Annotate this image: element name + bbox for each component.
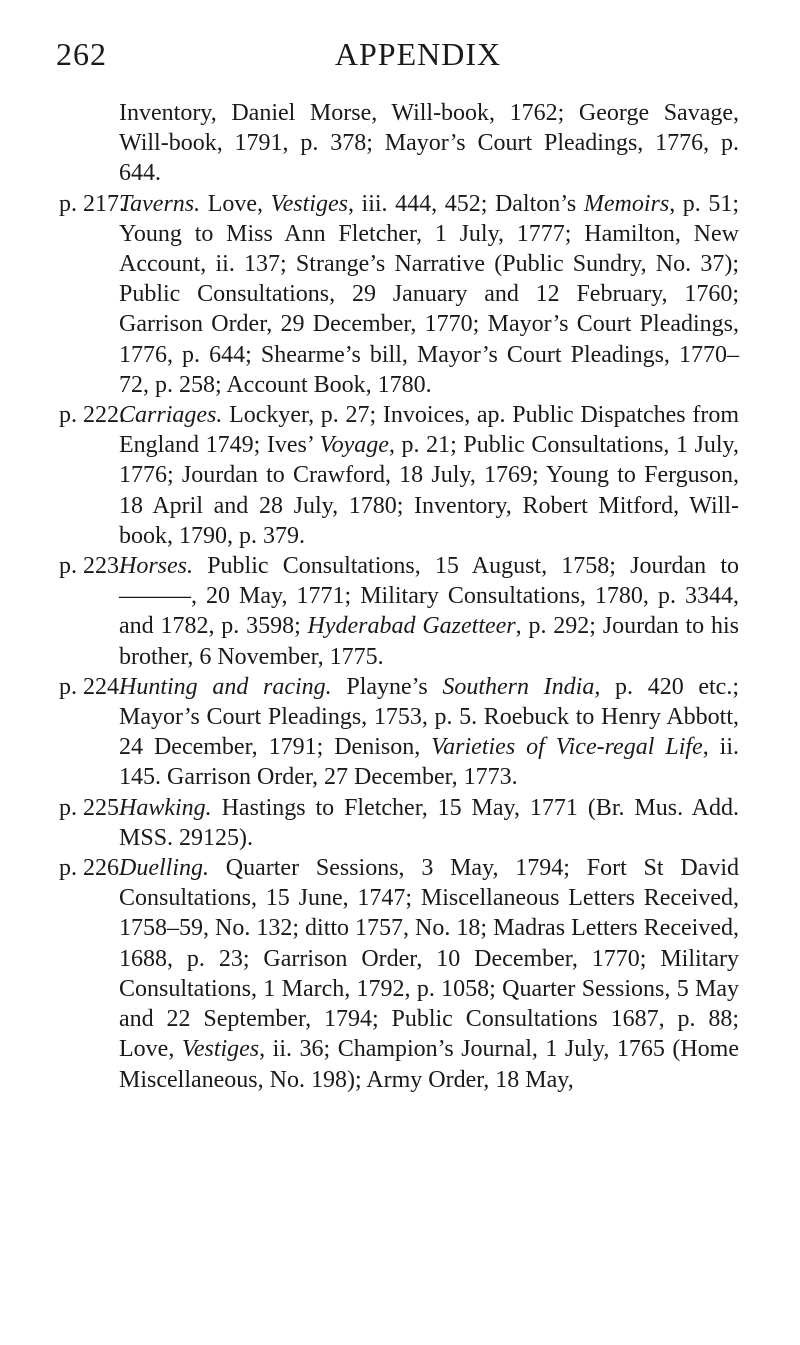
note-entry [59, 551, 739, 672]
note-text [119, 400, 739, 551]
italic-title: Southern India [442, 673, 595, 700]
italic-title: Memoirs [583, 190, 670, 217]
note-text [119, 672, 739, 793]
page-header [0, 36, 800, 80]
page-reference: p. 217. [59, 190, 125, 217]
note-entry [59, 400, 739, 551]
page-reference: p. 225. [59, 794, 125, 821]
page-reference: p. 224. [59, 673, 125, 700]
note-segment: Public Consultations, 15 August, 1758; Jourdan to ———, 20 May, 1771; Military Consultations, 1780, p. 3344, and 1782, p. 3598; [119, 553, 739, 640]
note-text [119, 98, 739, 189]
note-topic: Hawking. [119, 794, 212, 821]
note-text [119, 551, 739, 672]
page-reference: p. 223. [59, 553, 125, 580]
note-segment: , ii. 145. Garrison Order, 27 December, 1773. [119, 734, 739, 791]
note-segment: Inventory, Daniel Morse, Will-book, 1762; George Savage, Will-book, 1791, p. 378; Mayor’s Court Pleadings, 1776, p. 644. [119, 100, 739, 187]
page-number: 262 [56, 36, 107, 72]
italic-title: Voyage [319, 432, 389, 459]
note-segment: Lockyer, p. 27; Invoices, ap. Public Dispatches from England 1749; Ives’ [119, 402, 739, 459]
note-segment: Hastings to Fletcher, 15 May, 1771 (Br. Mus. Add. MSS. 29125). [119, 794, 739, 851]
note-topic: Horses. [119, 553, 194, 580]
note-segment: , iii. 444, 452; Dalton’s [347, 190, 584, 217]
note-text [119, 793, 739, 853]
note-segment: , p. 292; Jourdan to his brother, 6 November, 1775. [119, 613, 740, 670]
note-entry [59, 853, 739, 1095]
italic-title: Varieties of Vice-regal Life [431, 734, 703, 761]
note-topic: Taverns. [119, 190, 201, 217]
note-entry [59, 189, 739, 400]
note-text [119, 189, 739, 400]
note-segment: , ii. 36; Champion’s Journal, 1 July, 1765 (Home Miscellaneous, No. 198); Army Order, 18 May, [119, 1036, 739, 1093]
page-reference: p. 222. [59, 402, 125, 429]
note-segment: , p. 21; Public Consultations, 1 July, 1776; Jourdan to Crawford, 18 July, 1769; Young to Ferguson, 18 April and 28 July, 1780; Inventory, Robert Mitford, Will-book, 1790, p. 379. [119, 432, 740, 549]
italic-title: Vestiges [270, 190, 348, 217]
italic-title: Vestiges [181, 1036, 260, 1063]
note-segment: , p. 51; Young to Miss Ann Fletcher, 1 July, 1777; Hamilton, New Account, ii. 137; Strange’s Narrative (Public Sundry, No. 37); Public Consultations, 29 January and 12 February, 1760; Garrison Order, 29 December, 1770; Mayor’s Court Pleadings, 1776, p. 644; Shearme’s bill, Mayor’s Court Pleadings, 1770–72, p. 258; Account Book, 1780. [119, 190, 740, 398]
page-reference: p. 226. [59, 855, 125, 882]
note-segment: Playne’s [331, 673, 443, 700]
note-segment: Quarter Sessions, 3 May, 1794; Fort St David Consultations, 15 June, 1747; Miscellaneous Letters Received, 1758–59, No. 132; ditto 1757, No. 18; Madras Letters Received, 1688, p. 23; Garrison Order, 10 December, 1770; Military Consultations, 1 March, 1792, p. 1058; Quarter Sessions, 5 May and 22 September, 1794; Public Consultations 1687, p. 88; Love, [119, 855, 739, 1063]
note-text [119, 853, 739, 1095]
note-entry [59, 98, 739, 189]
note-segment: Love, [200, 190, 271, 217]
note-entry [59, 672, 739, 793]
appendix-notes [59, 98, 739, 1095]
running-head: APPENDIX [334, 36, 502, 72]
note-topic: Hunting and racing. [119, 673, 332, 700]
note-entry [59, 793, 739, 853]
italic-title: Hyderabad Gazetteer [307, 613, 516, 640]
note-topic: Duelling. [119, 855, 209, 882]
note-topic: Carriages. [119, 402, 223, 429]
note-segment: , p. 420 etc.; Mayor’s Court Pleadings, 1753, p. 5. Roebuck to Henry Abbott, 24 December, 1791; Denison, [119, 673, 739, 761]
